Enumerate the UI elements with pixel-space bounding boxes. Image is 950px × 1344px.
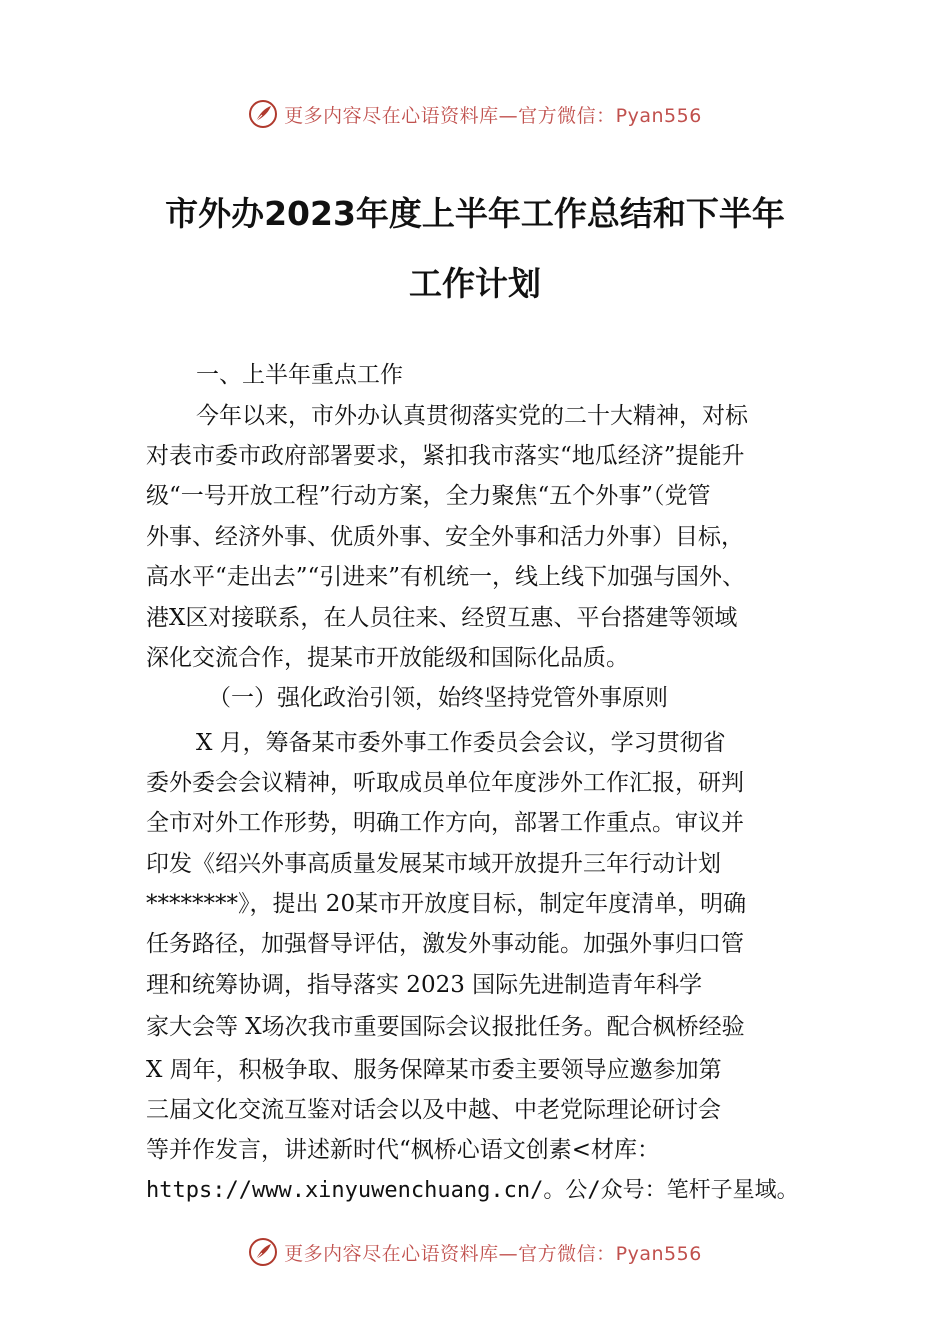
header-watermark-banner bbox=[0, 96, 950, 132]
banner-text: 更多内容尽在心语资料库—官方微信：Pyan556 bbox=[284, 104, 702, 127]
paragraph-line: X 月，筹备某市委外事工作委员会会议，学习贯彻省 bbox=[196, 730, 726, 756]
banner-text: 更多内容尽在心语资料库—官方微信：Pyan556 bbox=[284, 1242, 702, 1265]
document-title-line-2: 工作计划 bbox=[409, 264, 541, 303]
paragraph-line: 港X区对接联系，在人员往来、经贸互惠、平台搭建等领域 bbox=[146, 605, 738, 631]
paragraph-line: 任务路径，加强督导评估，激发外事动能。加强外事归口管 bbox=[146, 931, 744, 957]
paragraph-line: 外事、经济外事、优质外事、安全外事和活力外事）目标， bbox=[146, 524, 744, 550]
paragraph-line: 印发《绍兴外事高质量发展某市域开放提升三年行动计划 bbox=[146, 851, 721, 877]
paragraph-line: 深化交流合作，提某市开放能级和国际化品质。 bbox=[146, 645, 629, 671]
paragraph-line: X 周年，积极争取、服务保障某市委主要领导应邀参加第 bbox=[146, 1057, 722, 1083]
feather-pen-icon bbox=[248, 1237, 278, 1267]
paragraph-line: 理和统筹协调，指导落实 2023 国际先进制造青年科学 bbox=[146, 972, 703, 998]
feather-pen-icon bbox=[248, 99, 278, 129]
paragraph-line: 三届文化交流互鉴对话会以及中越、中老党际理论研讨会 bbox=[146, 1097, 721, 1123]
paragraph-line: 高水平“走出去”“引进来”有机统一，线上线下加强与国外、 bbox=[146, 564, 746, 590]
footer-watermark-banner bbox=[0, 1234, 950, 1270]
paragraph-line: 家大会等 X场次我市重要国际会议报批任务。配合枫桥经验 bbox=[146, 1014, 745, 1040]
paragraph-line: 全市对外工作形势，明确工作方向，部署工作重点。审议并 bbox=[146, 810, 744, 836]
subsection-heading: （一）强化政治引领，始终坚持党管外事原则 bbox=[208, 685, 668, 711]
paragraph-line: 等并作发言，讲述新时代“枫桥心语文创素<材库： bbox=[146, 1137, 661, 1163]
document-title-line-1: 市外办2023年度上半年工作总结和下半年 bbox=[165, 194, 785, 233]
section-heading: 一、上半年重点工作 bbox=[196, 362, 403, 388]
paragraph-line: 委外委会会议精神，听取成员单位年度涉外工作汇报，研判 bbox=[146, 770, 744, 796]
paragraph-line: 对表市委市政府部署要求，紧扣我市落实“地瓜经济”提能升 bbox=[146, 443, 745, 469]
paragraph-line: 今年以来，市外办认真贯彻落实党的二十大精神，对标 bbox=[196, 403, 748, 429]
paragraph-line: https://www.xinyuwenchuang.cn/。公/众号：笔杆子星域。 bbox=[146, 1178, 799, 1203]
paragraph-line: 级“一号开放工程”行动方案，全力聚焦“五个外事”（党管 bbox=[146, 483, 711, 509]
paragraph-line: ********》，提出 20某市开放度目标，制定年度清单，明确 bbox=[146, 891, 747, 917]
